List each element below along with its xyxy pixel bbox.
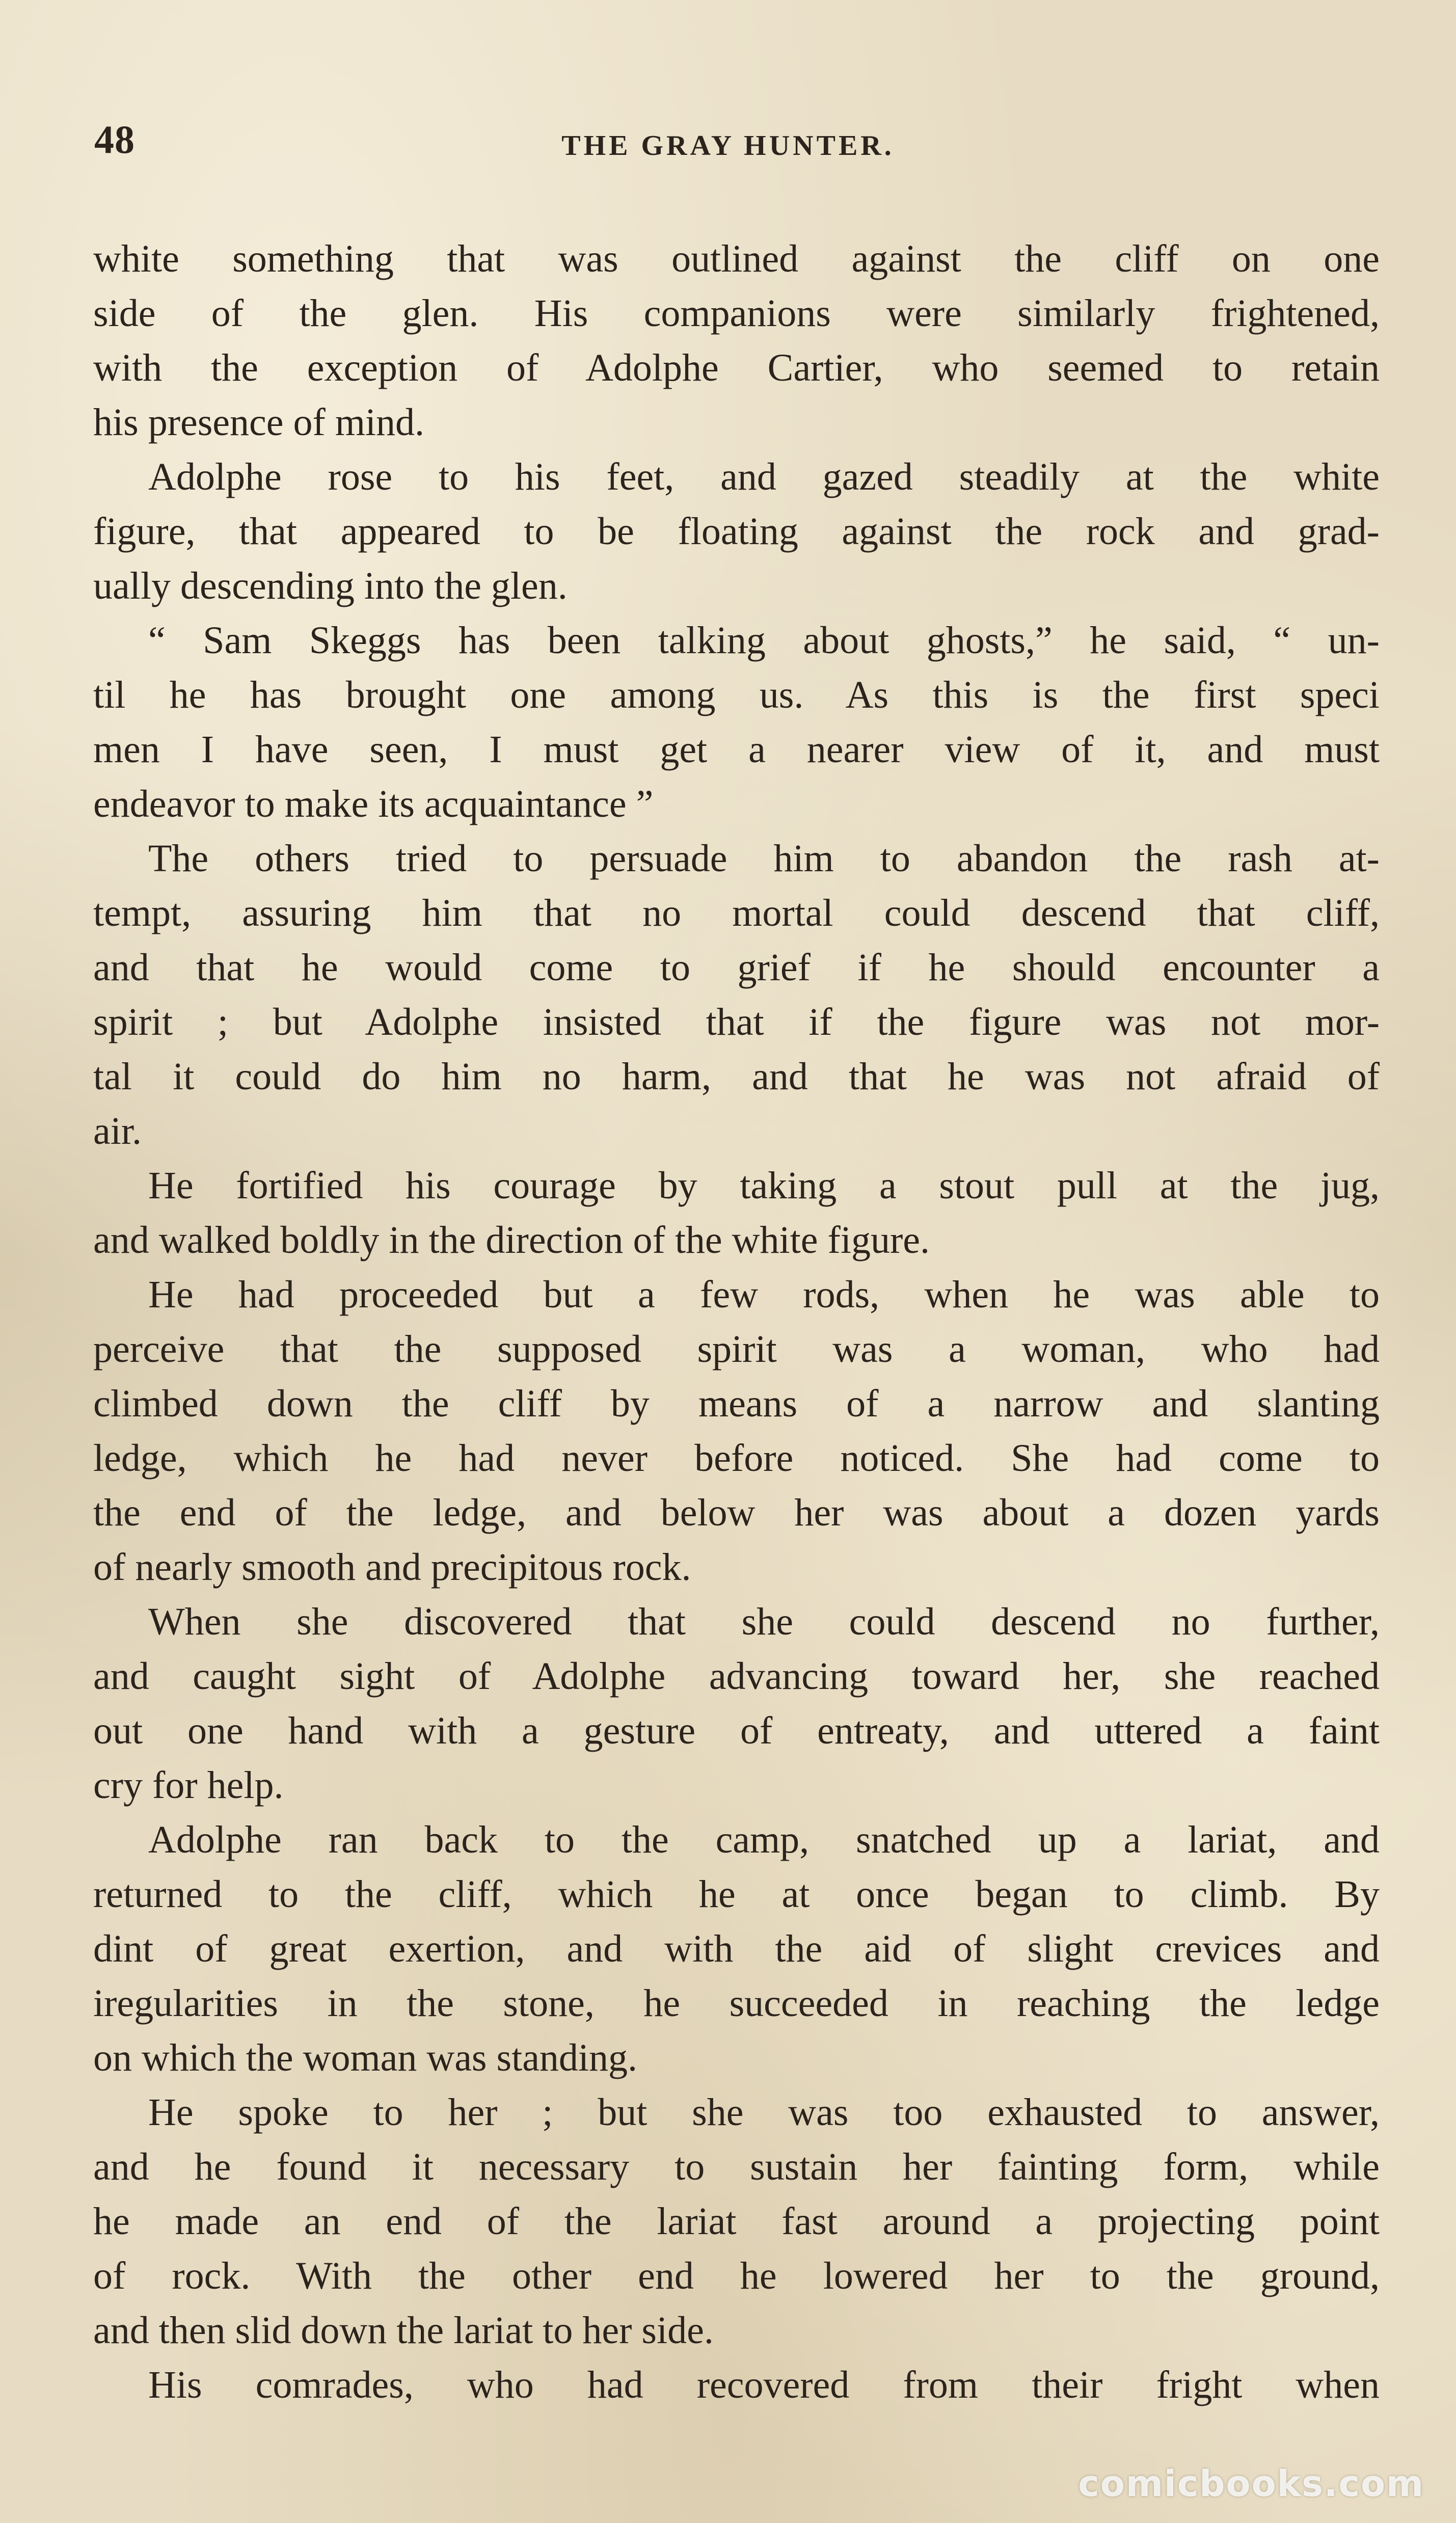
text-line: of nearly smooth and precipitous rock. (93, 1546, 691, 1589)
text-line: The others tried to persuade him to abandon the rash at- (148, 837, 1380, 880)
text-line: side of the glen. His companions were similarly frightened, (93, 292, 1380, 335)
text-line: air. (93, 1110, 142, 1152)
text-line: Adolphe ran back to the camp, snatched up a lariat, and (148, 1818, 1380, 1861)
text-line: and then slid down the lariat to her side. (93, 2309, 714, 2352)
text-line: on which the woman was standing. (93, 2036, 638, 2079)
text-line: returned to the cliff, which he at once began to climb. By (93, 1873, 1380, 1916)
text-line: and that he would come to grief if he should encounter a (93, 946, 1380, 989)
text-line: When she discovered that she could descend no further, (148, 1600, 1380, 1643)
text-line: cry for help. (93, 1764, 284, 1807)
text-line: His comrades, who had recovered from their fright when (148, 2364, 1380, 2406)
text-line: he made an end of the lariat fast around a projecting point (93, 2200, 1380, 2243)
text-line: “ Sam Skeggs has been talking about ghosts,” he said, “ un- (148, 619, 1380, 662)
text-line: white something that was outlined against the cliff on one (93, 237, 1380, 280)
text-line: spirit ; but Adolphe insisted that if the figure was not mor- (93, 1001, 1380, 1043)
text-line: the end of the ledge, and below her was about a dozen yards (93, 1491, 1380, 1534)
text-line: men I have seen, I must get a nearer view of it, and must (93, 728, 1380, 771)
text-line: He had proceeded but a few rods, when he was able to (148, 1273, 1380, 1316)
text-line: ually descending into the glen. (93, 565, 568, 607)
watermark: comicbooks.com (1078, 2463, 1424, 2505)
text-line: his presence of mind. (93, 401, 425, 444)
text-line: Adolphe rose to his feet, and gazed steadily at the white (148, 455, 1380, 498)
text-line: and caught sight of Adolphe advancing toward her, she reached (93, 1655, 1380, 1698)
running-title: THE GRAY HUNTER. (561, 130, 895, 162)
text-line: endeavor to make its acquaintance ” (93, 783, 654, 825)
text-line: til he has brought one among us. As this is the first speci (93, 674, 1380, 716)
text-line: and walked boldly in the direction of the white figure. (93, 1219, 930, 1262)
text-line: and he found it necessary to sustain her fainting form, while (93, 2145, 1380, 2188)
text-line: dint of great exertion, and with the aid of slight crevices and (93, 1927, 1380, 1970)
page-number: 48 (94, 117, 135, 162)
text-line: tal it could do him no harm, and that he was not afraid of (93, 1055, 1380, 1098)
text-line: climbed down the cliff by means of a narrow and slanting (93, 1382, 1380, 1425)
text-line: figure, that appeared to be floating against the rock and grad- (93, 510, 1380, 553)
text-line: He spoke to her ; but she was too exhausted to answer, (148, 2091, 1380, 2134)
text-line: out one hand with a gesture of entreaty, and uttered a faint (93, 1709, 1380, 1752)
text-line: of rock. With the other end he lowered her to the ground, (93, 2254, 1380, 2297)
text-line: perceive that the supposed spirit was a woman, who had (93, 1328, 1380, 1371)
body-text (93, 232, 1380, 2412)
text-line: with the exception of Adolphe Cartier, who seemed to retain (93, 346, 1380, 389)
text-line: He fortified his courage by taking a stout pull at the jug, (148, 1164, 1380, 1207)
text-line: iregularities in the stone, he succeeded in reaching the ledge (93, 1982, 1380, 2025)
text-line: ledge, which he had never before noticed. She had come to (93, 1437, 1380, 1480)
text-line: tempt, assuring him that no mortal could descend that cliff, (93, 892, 1380, 934)
